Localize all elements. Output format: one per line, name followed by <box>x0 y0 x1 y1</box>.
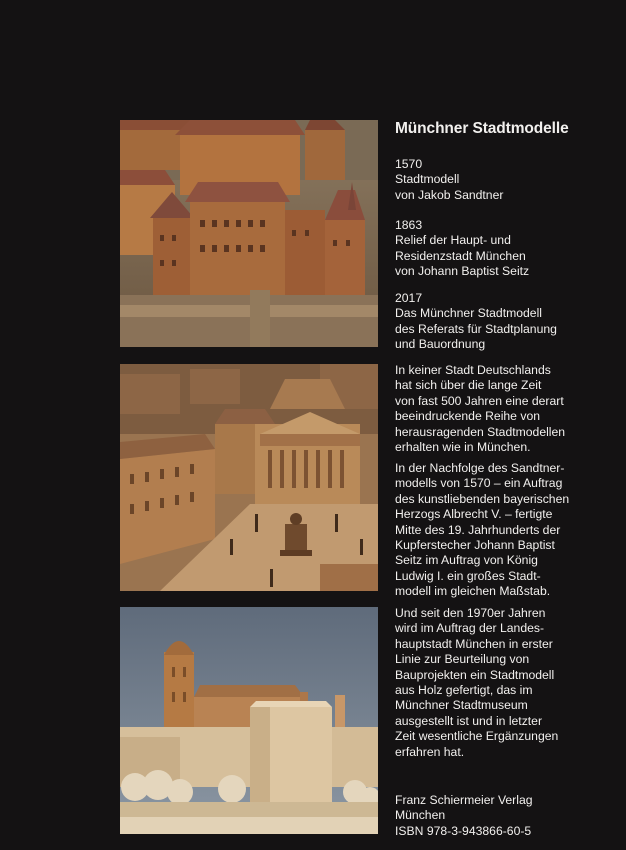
paragraph-line: beeindruckende Reihe von <box>395 409 541 424</box>
model-line: von Jakob Sandtner <box>395 187 504 202</box>
paragraph-line: Seitz im Auftrag von König <box>395 553 538 568</box>
model-entry-2017 <box>395 291 615 353</box>
page-title: Münchner Stadtmodelle <box>395 120 569 137</box>
photo-seitz-relief <box>120 364 378 591</box>
model-entry-1863 <box>395 218 615 280</box>
paragraph-line: modell im gleichen Maßstab. <box>395 584 551 599</box>
paragraph-seitz <box>395 461 619 600</box>
paragraph-line: Und seit den 1970er Jahren <box>395 606 546 620</box>
model-line: Das Münchner Stadtmodell <box>395 306 542 321</box>
model-line: und Bauordnung <box>395 337 486 352</box>
model-line: Residenzstadt München <box>395 248 526 263</box>
paragraph-line: erhalten wie in München. <box>395 440 531 455</box>
paragraph-line: Kupferstecher Johann Baptist <box>395 538 555 553</box>
paragraph-line: hat sich über die lange Zeit <box>395 378 542 393</box>
paragraph-line: aus Holz gefertigt, das im <box>395 683 533 698</box>
photo-stadtmodell-2017 <box>120 607 378 834</box>
paragraph-line: erfahren hat. <box>395 744 465 759</box>
paragraph-line: Linie zur Beurteilung von <box>395 652 530 667</box>
paragraph-line: In keiner Stadt Deutschlands <box>395 363 551 377</box>
model-line: von Johann Baptist Seitz <box>395 264 530 279</box>
paragraph-1970 <box>395 606 619 760</box>
paragraph-line: Ludwig I. ein großes Stadt- <box>395 568 541 583</box>
paragraph-line: Zeit wesentliche Ergänzungen <box>395 729 559 744</box>
publisher-block <box>395 793 619 839</box>
model-year: 1863 <box>395 218 423 232</box>
model-line: Stadtmodell <box>395 172 460 187</box>
paragraph-line: modells von 1570 – ein Auftrag <box>395 476 563 491</box>
model-line: Relief der Haupt- und <box>395 233 511 248</box>
paragraph-line: Herzogs Albrecht V. – fertigte <box>395 507 553 522</box>
paragraph-line: ausgestellt ist und in letzter <box>395 713 543 728</box>
photo-sandtner-model <box>120 120 378 347</box>
model-line: des Referats für Stadtplanung <box>395 321 557 336</box>
publisher-city: München <box>395 808 446 823</box>
paragraph-line: Bauprojekten ein Stadtmodell <box>395 667 555 682</box>
paragraph-line: wird im Auftrag der Landes- <box>395 621 545 636</box>
model-entry-1570 <box>395 157 615 203</box>
model-year: 1570 <box>395 157 423 171</box>
paragraph-line: des kunstliebenden bayerischen <box>395 491 570 506</box>
paragraph-line: Münchner Stadtmuseum <box>395 698 528 713</box>
paragraph-line: hauptstadt München in erster <box>395 636 553 651</box>
paragraph-line: In der Nachfolge des Sandtner- <box>395 461 565 475</box>
paragraph-line: Mitte des 19. Jahrhunderts der <box>395 522 561 537</box>
paragraph-line: herausragenden Stadtmodellen <box>395 424 566 439</box>
paragraph-intro <box>395 363 619 455</box>
paragraph-line: von fast 500 Jahren eine derart <box>395 393 564 408</box>
isbn: ISBN 978-3-943866-60-5 <box>395 823 532 838</box>
publisher-name: Franz Schiermeier Verlag <box>395 793 533 807</box>
model-year: 2017 <box>395 291 423 305</box>
